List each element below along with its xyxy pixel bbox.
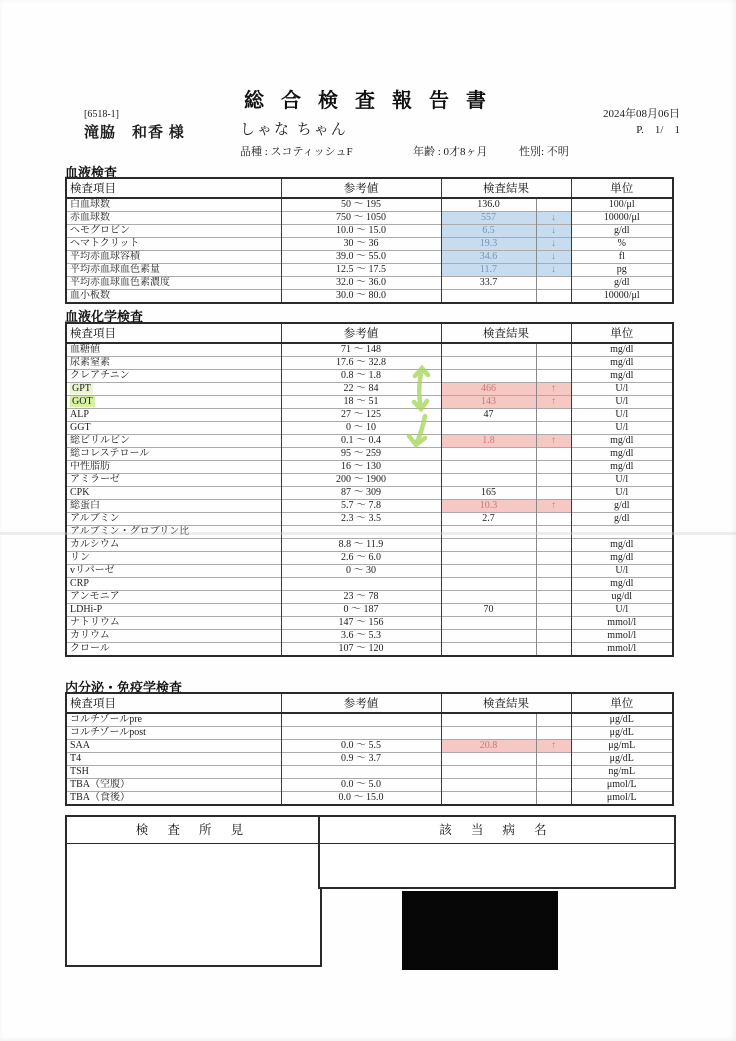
result-cell: 2.7	[441, 513, 536, 526]
result-cell	[441, 290, 536, 304]
result-cell: 136.0	[441, 198, 536, 212]
reference-cell: 2.6 ～ 6.0	[281, 552, 441, 565]
table-row	[66, 539, 673, 552]
unit-cell: U/l	[571, 487, 673, 500]
reference-cell: 107 ～ 120	[281, 643, 441, 657]
result-cell	[441, 779, 536, 792]
table-row	[66, 343, 673, 357]
item-cell: アルブミン	[66, 513, 281, 526]
item-cell: クロール	[66, 643, 281, 657]
flag-cell	[536, 448, 571, 461]
item-cell: アミラーゼ	[66, 474, 281, 487]
reference-cell: 200 ～ 1900	[281, 474, 441, 487]
flag-cell	[536, 713, 571, 727]
reference-cell	[281, 713, 441, 727]
item-cell: 総ビリルビン	[66, 435, 281, 448]
report-title: 総 合 検 査 報 告 書	[244, 90, 492, 112]
column-header-reference: 参考値	[281, 323, 441, 343]
column-header-item: 検査項目	[66, 693, 281, 713]
result-cell	[441, 591, 536, 604]
flag-cell	[536, 617, 571, 630]
item-cell: ヘモグロビン	[66, 225, 281, 238]
result-cell: 557	[441, 212, 536, 225]
section-title-hematology: 血液検査	[65, 165, 118, 180]
item-cell: リン	[66, 552, 281, 565]
section-title-endocrine: 内分泌・免疫学検査	[65, 680, 183, 695]
unit-cell: fl	[571, 251, 673, 264]
item-cell: T4	[66, 753, 281, 766]
item-cell: 血糖値	[66, 343, 281, 357]
unit-cell: mg/dl	[571, 448, 673, 461]
reference-cell: 30 ～ 36	[281, 238, 441, 251]
reference-cell	[281, 766, 441, 779]
result-cell	[441, 792, 536, 806]
flag-cell	[536, 727, 571, 740]
table-row	[66, 264, 673, 277]
result-cell	[441, 753, 536, 766]
flag-cell	[536, 474, 571, 487]
reference-cell: 0.1 ～ 0.4	[281, 435, 441, 448]
flag-cell: ↑	[536, 500, 571, 513]
reference-cell	[281, 578, 441, 591]
table-row	[66, 552, 673, 565]
item-cell: LDHi-P	[66, 604, 281, 617]
reference-cell: 12.5 ～ 17.5	[281, 264, 441, 277]
unit-cell: U/l	[571, 604, 673, 617]
unit-cell: mg/dl	[571, 357, 673, 370]
reference-cell: 30.0 ～ 80.0	[281, 290, 441, 304]
unit-cell: 10000/μl	[571, 212, 673, 225]
table-row	[66, 630, 673, 643]
column-header-reference: 参考値	[281, 693, 441, 713]
result-cell: 1.8	[441, 435, 536, 448]
unit-cell: mg/dl	[571, 343, 673, 357]
result-cell: 19.3	[441, 238, 536, 251]
reference-cell: 23 ～ 78	[281, 591, 441, 604]
flag-cell	[536, 539, 571, 552]
black-redaction-box	[402, 891, 558, 970]
reference-cell: 18 ～ 51	[281, 396, 441, 409]
table-row	[66, 591, 673, 604]
item-cell: 尿素窒素	[66, 357, 281, 370]
table-row	[66, 643, 673, 657]
report-date: 2024年08月06日	[603, 108, 680, 120]
reference-cell: 17.6 ～ 32.8	[281, 357, 441, 370]
column-header-result: 検査結果	[441, 178, 571, 198]
unit-cell: g/dl	[571, 225, 673, 238]
endocrine-table	[65, 692, 674, 806]
result-cell	[441, 343, 536, 357]
reference-cell: 71 ～ 148	[281, 343, 441, 357]
item-cell: ヘマトクリット	[66, 238, 281, 251]
unit-cell: μmol/L	[571, 792, 673, 806]
table-row	[66, 766, 673, 779]
unit-cell: ug/dl	[571, 591, 673, 604]
column-header-result: 検査結果	[441, 693, 571, 713]
result-cell: 47	[441, 409, 536, 422]
item-cell: 総蛋白	[66, 500, 281, 513]
result-cell: 6.5	[441, 225, 536, 238]
unit-cell: mmol/l	[571, 643, 673, 657]
reference-cell: 0 ～ 187	[281, 604, 441, 617]
flag-cell	[536, 792, 571, 806]
result-cell	[441, 474, 536, 487]
item-cell: ナトリウム	[66, 617, 281, 630]
table-row	[66, 792, 673, 806]
unit-cell: U/l	[571, 474, 673, 487]
unit-cell: ng/mL	[571, 766, 673, 779]
result-cell	[441, 643, 536, 657]
table-row	[66, 251, 673, 264]
table-row	[66, 422, 673, 435]
unit-cell: %	[571, 238, 673, 251]
unit-cell: mmol/l	[571, 617, 673, 630]
item-cell: カルシウム	[66, 539, 281, 552]
unit-cell: mg/dl	[571, 578, 673, 591]
findings-box	[65, 815, 322, 967]
reference-cell	[281, 727, 441, 740]
column-header-result: 検査結果	[441, 323, 571, 343]
flag-cell	[536, 591, 571, 604]
item-cell	[66, 396, 281, 409]
scan-artifact	[0, 532, 736, 535]
reference-cell: 16 ～ 130	[281, 461, 441, 474]
hematology-table	[65, 177, 674, 304]
reference-cell: 22 ～ 84	[281, 383, 441, 396]
reference-cell: 27 ～ 125	[281, 409, 441, 422]
table-row	[66, 617, 673, 630]
result-cell: 10.3	[441, 500, 536, 513]
item-cell: 中性脂肪	[66, 461, 281, 474]
table-row	[66, 435, 673, 448]
reference-cell: 0.0 ～ 15.0	[281, 792, 441, 806]
reference-cell: 2.3 ～ 3.5	[281, 513, 441, 526]
unit-cell: mg/dl	[571, 370, 673, 383]
flag-cell	[536, 766, 571, 779]
column-header-reference: 参考値	[281, 178, 441, 198]
result-cell: 466	[441, 383, 536, 396]
disease-box-title: 該 当 病 名	[320, 817, 674, 844]
table-header-row	[66, 323, 673, 343]
item-cell: コルチゾールpost	[66, 727, 281, 740]
unit-cell: mg/dl	[571, 552, 673, 565]
reference-cell: 0 ～ 30	[281, 565, 441, 578]
reference-cell: 39.0 ～ 55.0	[281, 251, 441, 264]
reference-cell: 0.0 ～ 5.5	[281, 740, 441, 753]
result-cell	[441, 565, 536, 578]
item-cell: クレアチニン	[66, 370, 281, 383]
item-cell: CRP	[66, 578, 281, 591]
flag-cell	[536, 370, 571, 383]
unit-cell: U/l	[571, 565, 673, 578]
pet-sex: 性別: 不明	[519, 146, 569, 158]
table-row	[66, 238, 673, 251]
unit-cell: μg/mL	[571, 740, 673, 753]
flag-cell	[536, 357, 571, 370]
flag-cell: ↓	[536, 251, 571, 264]
reference-cell: 5.7 ～ 7.8	[281, 500, 441, 513]
item-cell: カリウム	[66, 630, 281, 643]
item-cell: CPK	[66, 487, 281, 500]
flag-cell	[536, 487, 571, 500]
reference-cell: 87 ～ 309	[281, 487, 441, 500]
item-cell: 平均赤血球血色素量	[66, 264, 281, 277]
unit-cell: 10000/μl	[571, 290, 673, 304]
flag-cell	[536, 277, 571, 290]
disease-box	[318, 815, 676, 889]
table-row	[66, 713, 673, 727]
result-cell	[441, 578, 536, 591]
table-row	[66, 461, 673, 474]
page-number: P. 1/ 1	[636, 124, 680, 136]
item-cell: コルチゾールpre	[66, 713, 281, 727]
unit-cell: mmol/l	[571, 630, 673, 643]
item-cell: 平均赤血球容積	[66, 251, 281, 264]
reference-cell: 0 ～ 10	[281, 422, 441, 435]
table-row	[66, 383, 673, 396]
result-cell: 34.6	[441, 251, 536, 264]
table-row	[66, 753, 673, 766]
reference-cell: 0.0 ～ 5.0	[281, 779, 441, 792]
table-row	[66, 740, 673, 753]
table-row	[66, 448, 673, 461]
table-row	[66, 357, 673, 370]
result-cell	[441, 357, 536, 370]
result-cell: 33.7	[441, 277, 536, 290]
flag-cell: ↓	[536, 264, 571, 277]
item-cell: SAA	[66, 740, 281, 753]
unit-cell: U/l	[571, 409, 673, 422]
item-cell: TBA（食後）	[66, 792, 281, 806]
flag-cell	[536, 753, 571, 766]
green-highlighter-mark: GPT	[72, 383, 91, 394]
flag-cell	[536, 290, 571, 304]
flag-cell	[536, 643, 571, 657]
reference-cell: 95 ～ 259	[281, 448, 441, 461]
flag-cell	[536, 779, 571, 792]
flag-cell: ↓	[536, 212, 571, 225]
result-cell	[441, 461, 536, 474]
table-row	[66, 727, 673, 740]
table-header-row	[66, 693, 673, 713]
unit-cell: mg/dl	[571, 435, 673, 448]
reference-cell: 0.8 ～ 1.8	[281, 370, 441, 383]
table-row	[66, 513, 673, 526]
unit-cell: g/dl	[571, 500, 673, 513]
item-cell: 総コレステロール	[66, 448, 281, 461]
table-row	[66, 779, 673, 792]
flag-cell: ↑	[536, 435, 571, 448]
report-meta	[520, 105, 680, 136]
table-row	[66, 474, 673, 487]
unit-cell: pg	[571, 264, 673, 277]
item-cell: TBA（空腹）	[66, 779, 281, 792]
table-row	[66, 487, 673, 500]
flag-cell	[536, 552, 571, 565]
green-highlighter-mark: GOT	[72, 396, 93, 407]
flag-cell	[536, 343, 571, 357]
result-cell	[441, 713, 536, 727]
findings-box-title: 検 査 所 見	[67, 817, 320, 844]
table-row	[66, 409, 673, 422]
flag-cell: ↑	[536, 396, 571, 409]
item-cell: 白血球数	[66, 198, 281, 212]
unit-cell: U/l	[571, 422, 673, 435]
client-name: 滝脇 和香 様	[84, 125, 185, 141]
flag-cell	[536, 461, 571, 474]
unit-cell: μmol/L	[571, 779, 673, 792]
flag-cell: ↓	[536, 238, 571, 251]
reference-cell: 32.0 ～ 36.0	[281, 277, 441, 290]
flag-cell	[536, 604, 571, 617]
result-cell	[441, 539, 536, 552]
unit-cell: mg/dl	[571, 539, 673, 552]
result-cell: 20.8	[441, 740, 536, 753]
table-row	[66, 290, 673, 304]
table-row	[66, 604, 673, 617]
flag-cell	[536, 565, 571, 578]
reference-cell: 147 ～ 156	[281, 617, 441, 630]
flag-cell	[536, 422, 571, 435]
flag-cell	[536, 198, 571, 212]
table-row	[66, 578, 673, 591]
result-cell	[441, 766, 536, 779]
result-cell	[441, 630, 536, 643]
unit-cell: U/l	[571, 383, 673, 396]
flag-cell	[536, 578, 571, 591]
table-row	[66, 277, 673, 290]
client-id: [6518-1]	[84, 109, 119, 120]
flag-cell	[536, 409, 571, 422]
item-cell: アルブミン・グロブリン比	[66, 526, 281, 539]
flag-cell: ↑	[536, 740, 571, 753]
reference-cell: 0.9 ～ 3.7	[281, 753, 441, 766]
unit-cell: μg/dL	[571, 753, 673, 766]
reference-cell: 3.6 ～ 5.3	[281, 630, 441, 643]
table-header-row	[66, 178, 673, 198]
unit-cell: μg/dL	[571, 713, 673, 727]
reference-cell: 10.0 ～ 15.0	[281, 225, 441, 238]
unit-cell: mg/dl	[571, 461, 673, 474]
column-header-unit: 単位	[571, 178, 673, 198]
table-row	[66, 396, 673, 409]
item-cell: vリパーゼ	[66, 565, 281, 578]
chemistry-table	[65, 322, 674, 657]
unit-cell: g/dl	[571, 513, 673, 526]
unit-cell: g/dl	[571, 277, 673, 290]
item-cell: TSH	[66, 766, 281, 779]
flag-cell: ↓	[536, 225, 571, 238]
flag-cell	[536, 630, 571, 643]
pet-age: 年齢 : 0才8ヶ月	[413, 146, 488, 158]
flag-cell	[536, 513, 571, 526]
column-header-item: 検査項目	[66, 178, 281, 198]
flag-cell: ↑	[536, 383, 571, 396]
unit-cell: μg/dL	[571, 727, 673, 740]
pet-breed: 品種 : スコティッシュF	[240, 146, 353, 158]
table-row	[66, 370, 673, 383]
result-cell	[441, 552, 536, 565]
table-row	[66, 212, 673, 225]
result-cell: 11.7	[441, 264, 536, 277]
reference-cell: 8.8 ～ 11.9	[281, 539, 441, 552]
result-cell: 165	[441, 487, 536, 500]
result-cell	[441, 448, 536, 461]
column-header-unit: 単位	[571, 693, 673, 713]
column-header-item: 検査項目	[66, 323, 281, 343]
section-title-chemistry: 血液化学検査	[65, 309, 144, 324]
reference-cell: 750 ～ 1050	[281, 212, 441, 225]
result-cell: 70	[441, 604, 536, 617]
result-cell	[441, 617, 536, 630]
reference-cell: 50 ～ 195	[281, 198, 441, 212]
item-cell: 血小板数	[66, 290, 281, 304]
table-row	[66, 198, 673, 212]
table-row	[66, 225, 673, 238]
column-header-unit: 単位	[571, 323, 673, 343]
result-cell: 143	[441, 396, 536, 409]
table-row	[66, 500, 673, 513]
item-cell: アンモニア	[66, 591, 281, 604]
item-cell	[66, 383, 281, 396]
result-cell	[441, 422, 536, 435]
item-cell: GGT	[66, 422, 281, 435]
pet-name: しゃな ちゃん	[240, 122, 348, 138]
item-cell: 平均赤血球血色素濃度	[66, 277, 281, 290]
result-cell	[441, 727, 536, 740]
result-cell	[441, 370, 536, 383]
unit-cell: 100/μl	[571, 198, 673, 212]
item-cell: 赤血球数	[66, 212, 281, 225]
item-cell: ALP	[66, 409, 281, 422]
unit-cell: U/l	[571, 396, 673, 409]
table-row	[66, 565, 673, 578]
